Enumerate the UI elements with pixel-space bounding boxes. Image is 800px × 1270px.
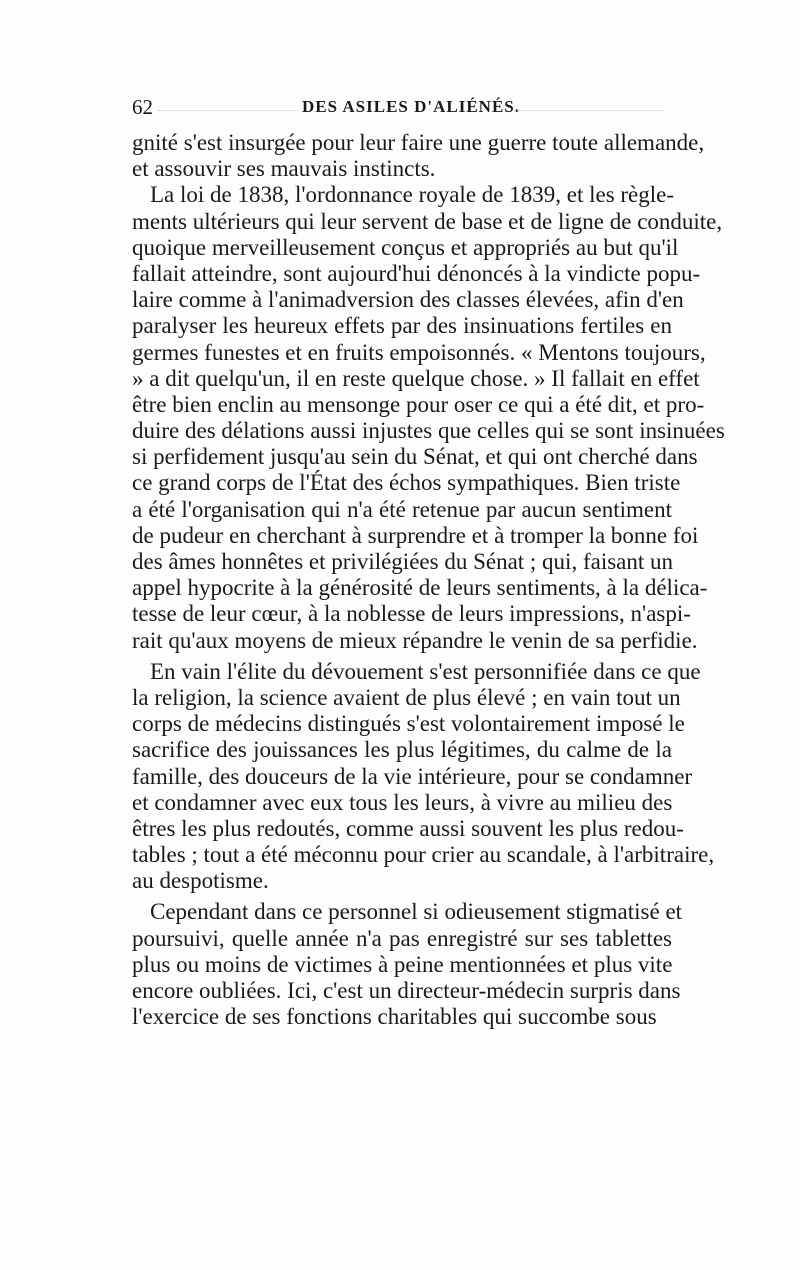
- text-line: germes funestes et en fruits empoisonnés. « Mentons toujours,: [132, 339, 706, 365]
- text-line: ce grand corps de l'État des échos sympathiques. Bien triste: [132, 470, 681, 496]
- text-line: la religion, la science avaient de plus élevé ; en vain tout un: [132, 684, 681, 710]
- text-line: tables ; tout a été méconnu pour crier au scandale, à l'arbitraire,: [132, 842, 715, 868]
- text-line: plus ou moins de victimes à peine mentionnées et plus vite: [132, 951, 673, 977]
- page-number: 62: [132, 95, 153, 119]
- text-line: duire des délations aussi injustes que celles qui se sont insinuées: [132, 418, 725, 444]
- text-line: gnité s'est insurgée pour leur faire une guerre toute allemande,: [132, 130, 705, 155]
- text-line: et condamner avec eux tous les leurs, à vivre au milieu des: [132, 789, 673, 815]
- text-line: sacrifice des jouissances les plus légitimes, du calme de la: [132, 737, 672, 763]
- text-line: des âmes honnêtes et privilégiées du Sénat ; qui, faisant un: [132, 549, 674, 574]
- paragraph: [132, 899, 683, 1030]
- body-text: [132, 130, 725, 1030]
- text-line: Cependant dans ce personnel si odieusement stigmatisé et: [150, 899, 683, 925]
- text-line: rait qu'aux moyens de mieux répandre le venin de sa perfidie.: [132, 627, 698, 653]
- text-line: et assouvir ses mauvais instincts.: [132, 156, 436, 182]
- text-line: ments ultérieurs qui leur servent de base et de ligne de conduite,: [132, 208, 723, 234]
- paragraph: [132, 130, 705, 182]
- text-line: famille, des douceurs de la vie intérieure, pour se condamner: [132, 763, 693, 789]
- paragraph: [132, 182, 725, 653]
- text-line: corps de médecins distingués s'est volontairement imposé le: [132, 711, 685, 737]
- text-line: paralyser les heureux effets par des insinuations fertiles en: [132, 313, 672, 339]
- page-header: [132, 94, 670, 120]
- header-rule-right: [514, 110, 664, 111]
- header-rule-left: [158, 110, 298, 111]
- text-line: fallait atteindre, sont aujourd'hui dénoncés à la vindicte popu-: [132, 260, 701, 286]
- text-line: encore oubliées. Ici, c'est un directeur-médecin surpris dans: [132, 978, 681, 1003]
- text-line: poursuivi, quelle année n'a pas enregistré sur ses tablettes: [132, 925, 672, 951]
- paragraph: [132, 658, 715, 895]
- text-line: En vain l'élite du dévouement s'est personnifiée dans ce que: [150, 658, 701, 684]
- text-line: a été l'organisation qui n'a été retenue par aucun sentiment: [132, 496, 672, 522]
- text-line: de pudeur en cherchant à surprendre et à tromper la bonne foi: [132, 522, 699, 548]
- text-line: laire comme à l'animadversion des classes élevées, afin d'en: [132, 287, 684, 313]
- text-line: si perfidement jusqu'au sein du Sénat, et qui ont cherché dans: [132, 444, 698, 470]
- text-line: au despotisme.: [132, 868, 269, 894]
- text-line: quoique merveilleusement conçus et appropriés au but qu'il: [132, 234, 679, 260]
- running-head: DES ASILES D'ALIÉNÉS.: [302, 97, 521, 116]
- text-line: appel hypocrite à la générosité de leurs sentiments, à la délica-: [132, 575, 708, 601]
- text-line: La loi de 1838, l'ordonnance royale de 1839, et les règle-: [150, 182, 675, 208]
- text-line: tesse de leur cœur, à la noblesse de leurs impressions, n'aspi-: [132, 601, 691, 627]
- text-line: être bien enclin au mensonge pour oser ce qui a été dit, et pro-: [132, 391, 705, 417]
- text-line: » a dit quelqu'un, il en reste quelque chose. » Il fallait en effet: [132, 365, 700, 391]
- text-line: l'exercice de ses fonctions charitables qui succombe sous: [132, 1004, 657, 1030]
- text-line: êtres les plus redoutés, comme aussi souvent les plus redou-: [132, 815, 684, 841]
